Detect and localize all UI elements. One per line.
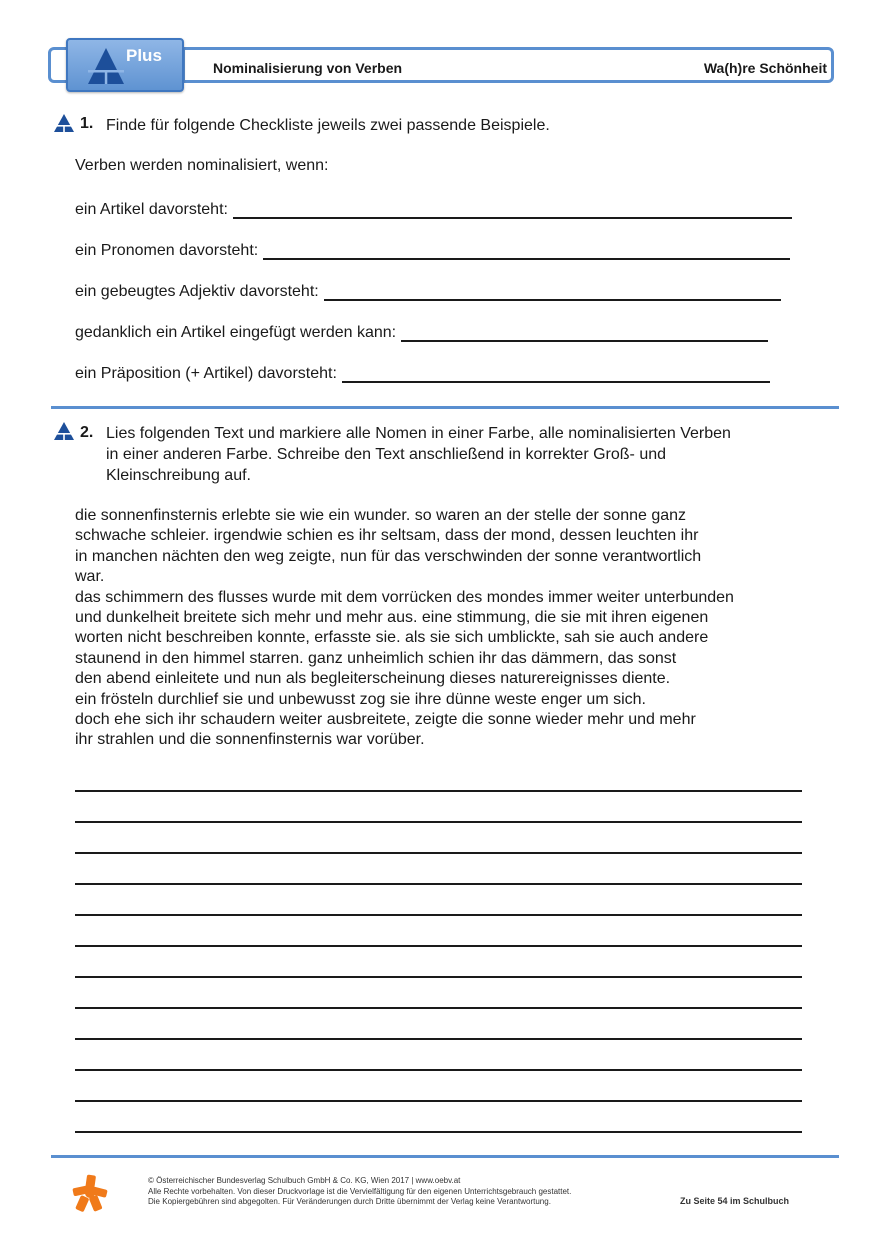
checklist-item-label: ein Pronomen davorsteht:: [75, 242, 259, 259]
unit-title: Wa(h)re Schönheit: [703, 60, 827, 76]
checklist-item: [75, 318, 768, 342]
answer-line[interactable]: [342, 365, 770, 383]
task-1-number: 1.: [80, 115, 94, 132]
pyramid-icon: [86, 46, 126, 86]
writing-line[interactable]: [75, 945, 802, 947]
story-line: doch ehe sich ihr schaudern weiter ausbreitete, zeigte die sonne wieder mehr und mehr: [75, 711, 696, 729]
writing-line[interactable]: [75, 1131, 802, 1133]
section-divider: [51, 406, 839, 409]
writing-line[interactable]: [75, 852, 802, 854]
checklist-item: [75, 359, 770, 383]
story-line: das schimmern des flusses wurde mit dem vorrücken des mondes immer weiter unterbunden: [75, 588, 734, 606]
writing-line[interactable]: [75, 1038, 802, 1040]
story-line: schwache schleier. irgendwie schien es ihr seltsam, dass der mond, dessen leuchten ihr: [75, 527, 699, 545]
story-line: die sonnenfinsternis erlebte sie wie ein wunder. so waren an der stelle der sonne ganz: [75, 507, 687, 524]
task-1-instruction: Finde für folgende Checkliste jeweils zwei passende Beispiele.: [106, 117, 550, 134]
writing-line[interactable]: [75, 790, 802, 792]
logo-text: Plus: [126, 46, 162, 65]
task-1-intro: Verben werden nominalisiert, wenn:: [75, 157, 329, 174]
footer-fees: Die Kopiergebühren sind abgegolten. Für Veränderungen durch Dritte übernimmt der Verlag keine Verantwortung.: [148, 1197, 551, 1206]
task-2-instruction: [106, 423, 731, 486]
page-reference: Zu Seite 54 im Schulbuch: [679, 1196, 789, 1206]
writing-line[interactable]: [75, 976, 802, 978]
instruction-line: Lies folgenden Text und markiere alle Nomen in einer Farbe, alle nominalisierten Verben: [106, 425, 731, 442]
answer-line[interactable]: [233, 201, 792, 219]
writing-line[interactable]: [75, 883, 802, 885]
story-line: und dunkelheit breitete sich mehr und mehr aus. eine stimmung, die sie mit ihren eigenen: [75, 609, 709, 627]
checklist-item: [75, 195, 792, 219]
writing-line[interactable]: [75, 1100, 802, 1102]
checklist-item: [75, 236, 790, 260]
writing-line[interactable]: [75, 1007, 802, 1009]
checklist-item: [75, 277, 781, 301]
story-text: [75, 506, 835, 751]
plus-logo: [66, 38, 184, 92]
story-line: war.: [75, 568, 105, 586]
writing-line[interactable]: [75, 914, 802, 916]
story-line: worten nicht beschreiben konnte, erfasste sie. als sie sich umblickte, sah sie auch andere: [75, 629, 709, 647]
story-line: in manchen nächten den weg zeigte, nun für das verschwinden der sonne verantwortlich: [75, 547, 702, 565]
difficulty-pyramid-icon: [53, 421, 75, 441]
answer-line[interactable]: [401, 324, 768, 342]
difficulty-pyramid-icon: [53, 113, 75, 133]
writing-line[interactable]: [75, 821, 802, 823]
footer-legal: [148, 1176, 571, 1208]
story-line: ein frösteln durchlief sie und unbewusst zog sie ihre dünne weste enger um sich.: [75, 690, 646, 708]
footer-copyright: © Österreichischer Bundesverlag Schulbuch GmbH & Co. KG, Wien 2017 | www.oebv.at: [148, 1176, 461, 1185]
checklist-item-label: ein gebeugtes Adjektiv davorsteht:: [75, 283, 319, 300]
footer-divider: [51, 1155, 839, 1158]
worksheet-title: Nominalisierung von Verben: [213, 60, 403, 76]
instruction-line: Kleinschreibung auf.: [106, 467, 251, 484]
story-line: ihr strahlen und die sonnenfinsternis war vorüber.: [75, 731, 425, 749]
story-line: staunend in den himmel starren. ganz unheimlich schien ihr das dämmern, das sonst: [75, 649, 677, 667]
instruction-line: in einer anderen Farbe. Schreibe den Text anschließend in korrekter Groß- und: [106, 446, 667, 463]
checklist-item-label: ein Präposition (+ Artikel) davorsteht:: [75, 365, 337, 382]
answer-line[interactable]: [324, 283, 781, 301]
checklist-item-label: gedanklich ein Artikel eingefügt werden kann:: [75, 324, 397, 341]
publisher-logo-icon: [72, 1174, 108, 1212]
writing-line[interactable]: [75, 1069, 802, 1071]
footer-rights: Alle Rechte vorbehalten. Von dieser Druckvorlage ist die Vervielfältigung für den eigenen Unterrichtsgebrauch gestattet.: [148, 1186, 572, 1196]
checklist-item-label: ein Artikel davorsteht:: [75, 201, 228, 218]
answer-line[interactable]: [263, 242, 790, 260]
story-line: den abend einleitete und nun als begleiterscheinung dieses naturereignisses diente.: [75, 670, 671, 688]
task-2-number: 2.: [80, 424, 94, 441]
